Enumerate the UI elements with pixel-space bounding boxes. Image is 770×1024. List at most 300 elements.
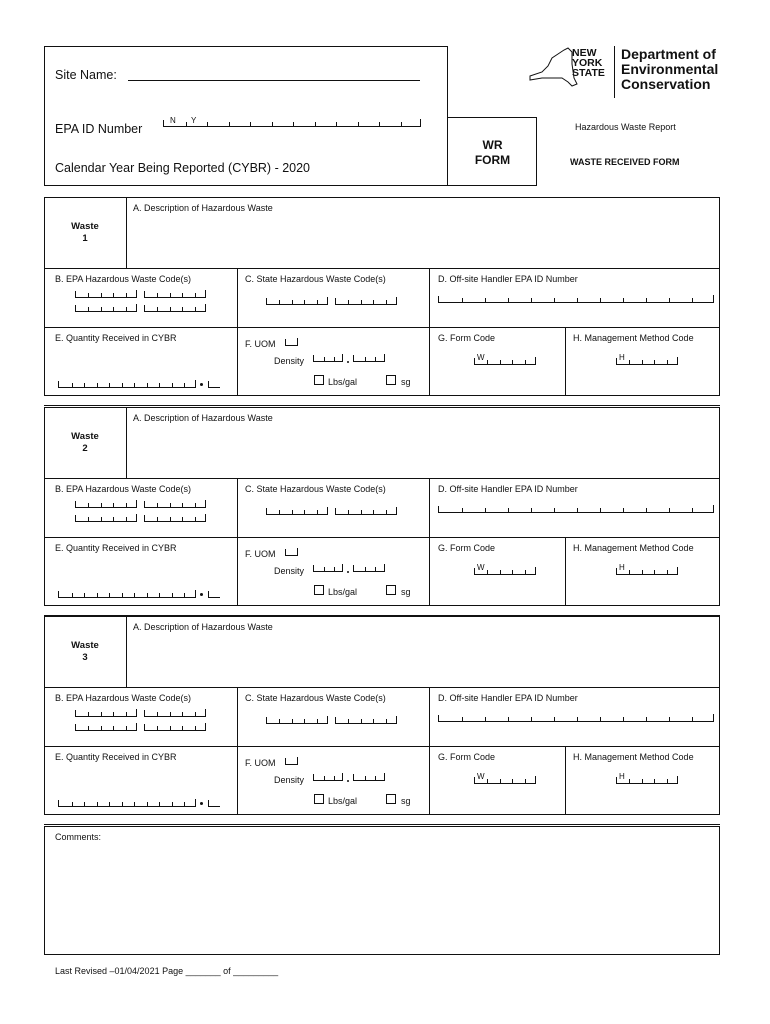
segment-end: [713, 505, 714, 512]
segment-tick: [292, 719, 293, 723]
state-code-field[interactable]: [335, 508, 397, 515]
density-whole-field[interactable]: [313, 355, 343, 362]
handler-id-label: D. Off-site Handler EPA ID Number: [438, 693, 578, 703]
segment-tick: [386, 510, 387, 514]
sg-checkbox[interactable]: [386, 794, 396, 804]
segment-end: [535, 357, 536, 364]
segment-tick: [113, 293, 114, 297]
epa-code-field[interactable]: [144, 710, 206, 717]
segment-tick: [317, 719, 318, 723]
uom-field[interactable]: [285, 339, 298, 346]
segment-tick: [531, 508, 532, 512]
segment-tick: [462, 508, 463, 512]
segment-tick: [101, 503, 102, 507]
segment-tick: [577, 717, 578, 721]
segment-tick: [292, 300, 293, 304]
logo-divider: [614, 46, 615, 98]
row-separator: [44, 268, 720, 269]
row-separator: [44, 537, 720, 538]
segment-tick: [207, 122, 208, 126]
segment-tick: [365, 567, 366, 571]
description-field[interactable]: [127, 217, 717, 267]
segment-tick: [692, 508, 693, 512]
segment-tick: [487, 779, 488, 783]
segment-tick: [358, 122, 359, 126]
segment-tick: [334, 567, 335, 571]
segment-tick: [554, 298, 555, 302]
epa-id-prefix-y: Y: [191, 116, 197, 125]
segment-end: [327, 507, 328, 514]
segment-end: [342, 564, 343, 571]
segment-tick: [654, 360, 655, 364]
segment-end: [396, 507, 397, 514]
epa-code-field[interactable]: [75, 501, 137, 508]
management-method-label: H. Management Method Code: [573, 333, 694, 343]
segment-tick: [317, 510, 318, 514]
segment-end: [677, 357, 678, 364]
state-line-3: STATE: [572, 67, 605, 79]
segment-tick: [84, 802, 85, 806]
lbs-gal-checkbox[interactable]: [314, 375, 324, 385]
segment-tick: [361, 510, 362, 514]
segment-tick: [324, 357, 325, 361]
density-fraction-field[interactable]: [353, 565, 385, 572]
segment-tick: [462, 298, 463, 302]
column-divider: [429, 687, 430, 815]
handler-id-field[interactable]: [438, 715, 714, 722]
segment-end: [677, 776, 678, 783]
dept-line-2: Environmental: [621, 61, 719, 77]
segment-tick: [109, 383, 110, 387]
segment-tick: [126, 307, 127, 311]
uom-field[interactable]: [285, 549, 298, 556]
segment-tick: [629, 360, 630, 364]
segment-tick: [170, 503, 171, 507]
uom-field[interactable]: [285, 758, 298, 765]
segment-tick: [101, 517, 102, 521]
segment-tick: [577, 298, 578, 302]
epa-code-field[interactable]: [75, 724, 137, 731]
segment-end: [205, 290, 206, 297]
segment-prefix: W: [477, 772, 485, 781]
segment-tick: [386, 300, 387, 304]
segment-tick: [157, 293, 158, 297]
segment-tick: [317, 300, 318, 304]
epa-code-label: B. EPA Hazardous Waste Code(s): [55, 693, 192, 703]
section-band-line: [44, 824, 720, 825]
segment-tick: [147, 593, 148, 597]
segment-tick: [88, 307, 89, 311]
segment-tick: [600, 717, 601, 721]
segment-tick: [304, 510, 305, 514]
state-code-field[interactable]: [266, 508, 328, 515]
segment-tick: [157, 307, 158, 311]
epa-code-field[interactable]: [144, 305, 206, 312]
segment-tick: [122, 802, 123, 806]
state-name: [572, 48, 605, 78]
segment-tick: [692, 717, 693, 721]
segment-tick: [669, 717, 670, 721]
segment-tick: [159, 383, 160, 387]
epa-code-field[interactable]: [144, 515, 206, 522]
epa-code-field[interactable]: [75, 515, 137, 522]
segment-tick: [485, 508, 486, 512]
segment-tick: [126, 726, 127, 730]
segment-end: [396, 297, 397, 304]
segment-tick: [113, 712, 114, 716]
segment-tick: [512, 360, 513, 364]
segment-end: [205, 723, 206, 730]
density-fraction-field[interactable]: [353, 355, 385, 362]
segment-tick: [365, 776, 366, 780]
segment-tick: [195, 726, 196, 730]
segment-tick: [182, 712, 183, 716]
density-fraction-field[interactable]: [353, 774, 385, 781]
description-field[interactable]: [127, 427, 717, 477]
segment-tick: [170, 712, 171, 716]
segment-tick: [172, 802, 173, 806]
segment-tick: [84, 593, 85, 597]
site-name-label: Site Name:: [55, 68, 117, 82]
segment-tick: [159, 593, 160, 597]
uom-label: F. UOM: [245, 549, 276, 559]
epa-code-label: B. EPA Hazardous Waste Code(s): [55, 274, 192, 284]
segment-tick: [375, 776, 376, 780]
segment-tick: [629, 779, 630, 783]
segment-tick: [279, 300, 280, 304]
lbs-gal-label: Lbs/gal: [328, 796, 358, 806]
segment-end: [195, 380, 196, 387]
segment-tick: [623, 298, 624, 302]
quantity-field[interactable]: [58, 591, 196, 598]
segment-tick: [72, 383, 73, 387]
segment-tick: [293, 122, 294, 126]
epa-id-segments[interactable]: [163, 116, 421, 127]
segment-tick: [72, 802, 73, 806]
segment-tick: [134, 802, 135, 806]
management-method-label: H. Management Method Code: [573, 752, 694, 762]
density-whole-field[interactable]: [313, 774, 343, 781]
epa-code-field[interactable]: [75, 710, 137, 717]
segment-tick: [525, 779, 526, 783]
segment-tick: [531, 717, 532, 721]
lbs-gal-label: Lbs/gal: [328, 377, 358, 387]
column-divider: [565, 537, 566, 606]
handler-id-field[interactable]: [438, 506, 714, 513]
segment-tick: [401, 122, 402, 126]
segment-tick: [229, 122, 230, 126]
density-whole-field[interactable]: [313, 565, 343, 572]
segment-tick: [97, 593, 98, 597]
form-code-field[interactable]: [474, 772, 536, 784]
segment-tick: [122, 593, 123, 597]
lbs-gal-checkbox[interactable]: [314, 585, 324, 595]
epa-id-label: EPA ID Number: [55, 122, 143, 136]
management-method-field[interactable]: [616, 772, 678, 784]
density-label: Density: [274, 775, 305, 785]
sg-label: sg: [401, 377, 411, 387]
segment-end: [136, 514, 137, 521]
segment-tick: [508, 717, 509, 721]
form-text: FORM: [474, 153, 511, 167]
segment-tick: [195, 503, 196, 507]
segment-tick: [97, 802, 98, 806]
segment-tick: [600, 508, 601, 512]
quantity-label: E. Quantity Received in CYBR: [55, 333, 177, 343]
segment-tick: [375, 357, 376, 361]
quantity-label: E. Quantity Received in CYBR: [55, 752, 177, 762]
segment-end: [420, 119, 421, 126]
row-separator: [44, 327, 720, 328]
segment-tick: [101, 712, 102, 716]
segment-tick: [487, 360, 488, 364]
state-code-field[interactable]: [335, 717, 397, 724]
segment-tick: [101, 726, 102, 730]
quantity-field[interactable]: [58, 381, 196, 388]
epa-id-field[interactable]: [163, 116, 421, 130]
segment-tick: [629, 570, 630, 574]
segment-tick: [101, 307, 102, 311]
segment-tick: [577, 508, 578, 512]
state-code-label: C. State Hazardous Waste Code(s): [245, 693, 386, 703]
segment-tick: [667, 360, 668, 364]
segment-tick: [500, 779, 501, 783]
segment-end: [136, 290, 137, 297]
segment-tick: [184, 593, 185, 597]
lbs-gal-checkbox[interactable]: [314, 794, 324, 804]
segment-end: [327, 716, 328, 723]
segment-tick: [500, 360, 501, 364]
waste-label-text: Waste: [71, 221, 99, 232]
segment-tick: [324, 567, 325, 571]
segment-tick: [272, 122, 273, 126]
epa-code-field[interactable]: [144, 291, 206, 298]
segment-tick: [554, 717, 555, 721]
segment-tick: [667, 779, 668, 783]
waste-number-text: 1: [82, 233, 88, 244]
decimal-point: [200, 383, 203, 386]
segment-tick: [348, 719, 349, 723]
segment-tick: [324, 776, 325, 780]
segment-tick: [361, 719, 362, 723]
segment-tick: [375, 567, 376, 571]
segment-tick: [512, 779, 513, 783]
segment-prefix: H: [619, 563, 625, 572]
segment-tick: [113, 726, 114, 730]
segment-tick: [600, 298, 601, 302]
segment-tick: [172, 383, 173, 387]
form-title: WASTE RECEIVED FORM: [570, 157, 680, 167]
site-name-field[interactable]: [128, 80, 420, 81]
epa-code-field[interactable]: [75, 291, 137, 298]
density-label: Density: [274, 566, 305, 576]
segment-tick: [304, 719, 305, 723]
row-separator: [44, 687, 720, 688]
state-code-field[interactable]: [335, 298, 397, 305]
segment-tick: [462, 717, 463, 721]
segment-tick: [654, 779, 655, 783]
segment-tick: [195, 712, 196, 716]
segment-tick: [292, 510, 293, 514]
segment-tick: [184, 383, 185, 387]
segment-tick: [97, 383, 98, 387]
segment-tick: [182, 517, 183, 521]
column-divider: [429, 478, 430, 606]
segment-tick: [373, 300, 374, 304]
segment-tick: [134, 593, 135, 597]
segment-end: [713, 714, 714, 721]
segment-tick: [623, 508, 624, 512]
segment-tick: [642, 570, 643, 574]
sg-label: sg: [401, 587, 411, 597]
quantity-decimal-field[interactable]: [208, 800, 220, 807]
handler-id-field[interactable]: [438, 296, 714, 303]
column-divider: [565, 327, 566, 396]
segment-prefix: W: [477, 353, 485, 362]
decimal-point: [200, 802, 203, 805]
segment-prefix: W: [477, 563, 485, 572]
segment-tick: [646, 717, 647, 721]
segment-tick: [186, 122, 187, 126]
sg-checkbox[interactable]: [386, 585, 396, 595]
epa-code-field[interactable]: [144, 501, 206, 508]
handler-id-label: D. Off-site Handler EPA ID Number: [438, 484, 578, 494]
segment-tick: [195, 517, 196, 521]
segment-tick: [336, 122, 337, 126]
segment-tick: [646, 508, 647, 512]
segment-end: [136, 500, 137, 507]
epa-code-field[interactable]: [75, 305, 137, 312]
segment-end: [327, 297, 328, 304]
segment-prefix: H: [619, 353, 625, 362]
segment-end: [205, 709, 206, 716]
segment-tick: [361, 300, 362, 304]
segment-end: [384, 354, 385, 361]
segment-tick: [379, 122, 380, 126]
column-divider: [237, 687, 238, 815]
state-code-label: C. State Hazardous Waste Code(s): [245, 484, 386, 494]
comments-box[interactable]: [44, 826, 720, 955]
section-band-line: [44, 405, 720, 406]
segment-tick: [334, 776, 335, 780]
segment-tick: [667, 570, 668, 574]
density-decimal-point: [347, 361, 349, 363]
column-divider: [237, 478, 238, 606]
segment-tick: [195, 293, 196, 297]
form-code-field[interactable]: [474, 353, 536, 365]
segment-end: [136, 304, 137, 311]
segment-end: [535, 567, 536, 574]
segment-end: [297, 757, 298, 764]
management-method-field[interactable]: [616, 353, 678, 365]
segment-tick: [525, 570, 526, 574]
state-line-2: YORK: [572, 57, 603, 69]
segment-tick: [279, 719, 280, 723]
report-title: Hazardous Waste Report: [575, 122, 676, 132]
segment-tick: [195, 307, 196, 311]
segment-tick: [508, 298, 509, 302]
state-code-field[interactable]: [266, 717, 328, 724]
segment-tick: [113, 517, 114, 521]
segment-tick: [88, 712, 89, 716]
segment-tick: [113, 503, 114, 507]
density-label: Density: [274, 356, 305, 366]
quantity-decimal-field[interactable]: [208, 591, 220, 598]
segment-end: [384, 773, 385, 780]
segment-tick: [122, 383, 123, 387]
quantity-field[interactable]: [58, 800, 196, 807]
segment-tick: [348, 300, 349, 304]
segment-tick: [157, 517, 158, 521]
form-code-label: G. Form Code: [438, 333, 496, 343]
waste-number-label: [46, 431, 124, 455]
waste-number-label: [46, 640, 124, 664]
segment-tick: [113, 307, 114, 311]
form-code-field[interactable]: [474, 563, 536, 575]
calendar-year-label: Calendar Year Being Reported (CYBR) - 2020: [55, 161, 311, 175]
segment-tick: [304, 300, 305, 304]
comments-label: Comments:: [55, 832, 102, 842]
description-field[interactable]: [127, 636, 717, 686]
quantity-decimal-field[interactable]: [208, 381, 220, 388]
epa-code-label: B. EPA Hazardous Waste Code(s): [55, 484, 192, 494]
segment-end: [396, 716, 397, 723]
management-method-field[interactable]: [616, 563, 678, 575]
segment-end: [342, 773, 343, 780]
wr-form-title: [448, 138, 537, 168]
segment-end: [297, 548, 298, 555]
density-decimal-point: [347, 780, 349, 782]
uom-label: F. UOM: [245, 339, 276, 349]
dept-line-1: Department of: [621, 46, 716, 62]
segment-end: [205, 304, 206, 311]
segment-tick: [159, 802, 160, 806]
segment-tick: [182, 293, 183, 297]
segment-tick: [147, 802, 148, 806]
sg-checkbox[interactable]: [386, 375, 396, 385]
segment-tick: [487, 570, 488, 574]
form-code-label: G. Form Code: [438, 752, 496, 762]
epa-id-prefix-n: N: [170, 116, 176, 125]
state-code-label: C. State Hazardous Waste Code(s): [245, 274, 386, 284]
segment-tick: [182, 726, 183, 730]
epa-code-field[interactable]: [144, 724, 206, 731]
segment-tick: [88, 517, 89, 521]
segment-end: [535, 776, 536, 783]
segment-tick: [184, 802, 185, 806]
density-decimal-point: [347, 571, 349, 573]
lbs-gal-label: Lbs/gal: [328, 587, 358, 597]
handler-id-label: D. Off-site Handler EPA ID Number: [438, 274, 578, 284]
segment-end: [136, 723, 137, 730]
segment-end: [205, 514, 206, 521]
state-code-field[interactable]: [266, 298, 328, 305]
segment-end: [384, 564, 385, 571]
description-label: A. Description of Hazardous Waste: [133, 622, 273, 632]
row-separator: [44, 478, 720, 479]
segment-tick: [365, 357, 366, 361]
segment-tick: [508, 508, 509, 512]
segment-end: [677, 567, 678, 574]
segment-tick: [531, 298, 532, 302]
segment-tick: [101, 293, 102, 297]
column-divider: [429, 268, 430, 396]
segment-tick: [84, 383, 85, 387]
segment-tick: [157, 503, 158, 507]
segment-end: [205, 500, 206, 507]
segment-tick: [182, 307, 183, 311]
column-divider: [565, 746, 566, 815]
